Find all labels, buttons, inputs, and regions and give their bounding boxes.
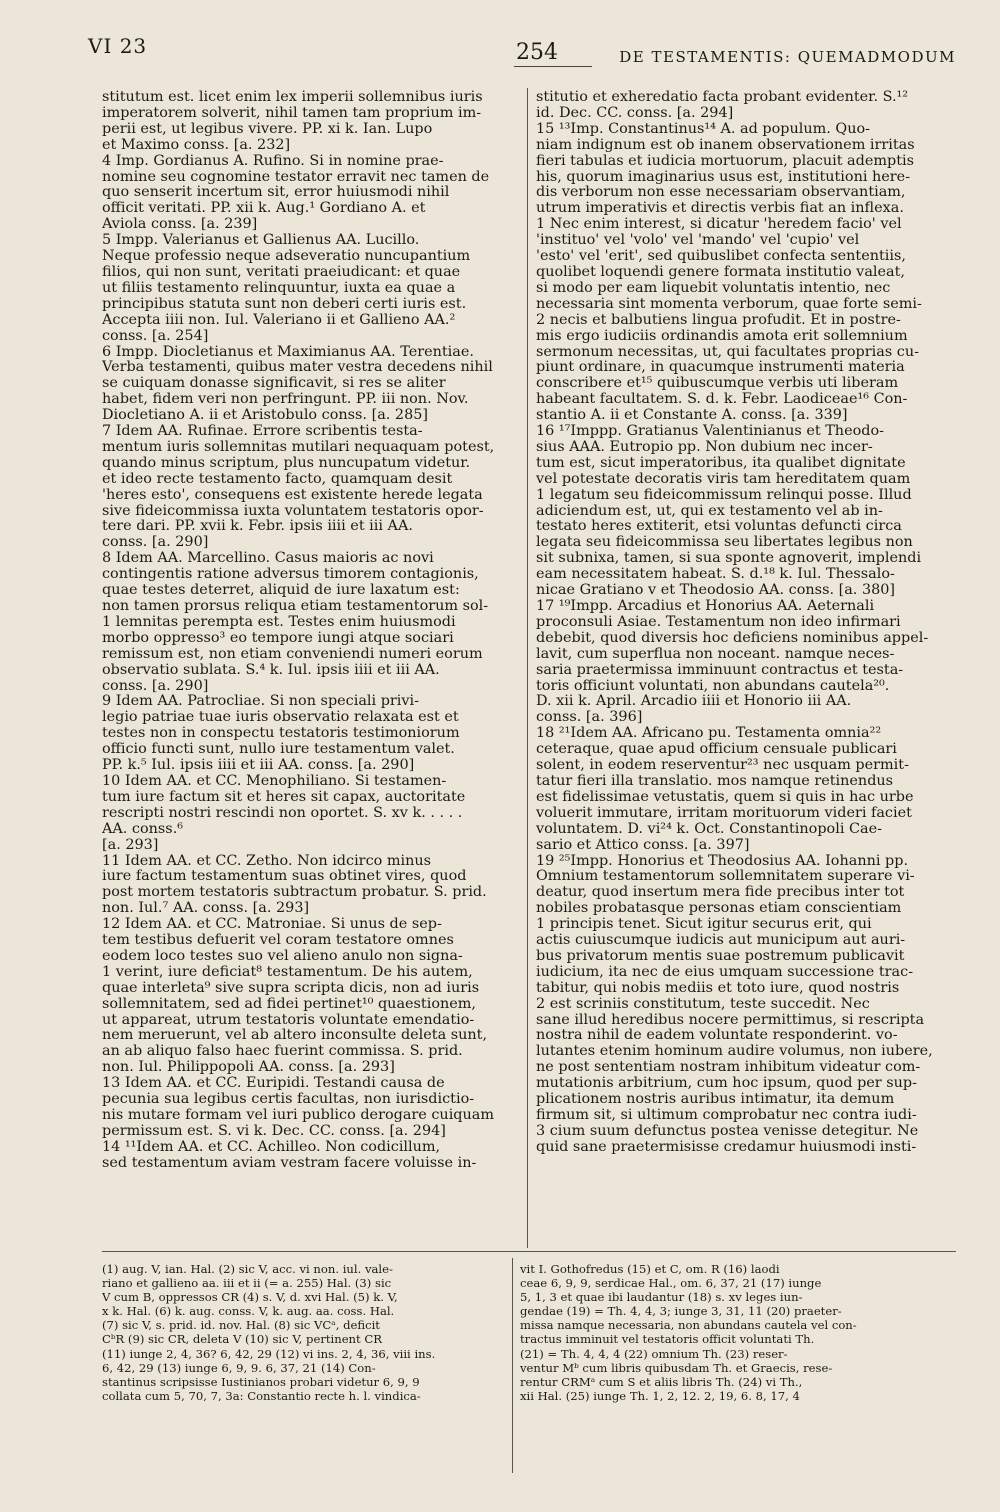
text-line: mentum iuris sollemnitas mutilari nequaquam potest, <box>102 439 495 455</box>
text-line: 16 ¹⁷Imppp. Gratianus Valentinianus et Theodo- <box>536 424 884 440</box>
text-line: saria praetermissa imminuunt contractus et testa- <box>536 662 904 678</box>
running-header <box>80 34 956 66</box>
text-line: actis cuiuscumque iudicis aut municipum aut auri- <box>536 933 906 949</box>
footnote-line: 5, 1, 3 et quae ibi laudantur (18) s. xv leges iun- <box>520 1290 803 1305</box>
text-line: toris officiunt voluntati, non abundans cautela²⁰. <box>536 678 890 694</box>
text-line: pecunia sua legibus certis facultas, non iurisdictio- <box>102 1092 475 1108</box>
text-line: 6 Impp. Diocletianus et Maximianus AA. Terentiae. <box>102 344 474 360</box>
footnotes-right <box>520 1262 956 1403</box>
text-line: sario et Attico conss. [a. 397] <box>536 837 750 853</box>
column-divider <box>527 88 528 1248</box>
text-line: si modo per eam liquebit voluntatis intentio, nec <box>536 280 891 296</box>
text-line: Omnium testamentorum sollemnitatem superare vi- <box>536 869 915 885</box>
text-line: 3 cium suum defunctus postea venisse detegitur. Ne <box>536 1123 919 1139</box>
text-line: 14 ¹¹Idem AA. et CC. Achilleo. Non codicillum, <box>102 1139 441 1155</box>
text-line: non. Iul. Philippopoli AA. conss. [a. 293] <box>102 1060 395 1076</box>
text-line: eam necessitatem habeat. S. d.¹⁸ k. Iul. Thessalo- <box>536 567 895 583</box>
text-line: stantio A. ii et Constante A. conss. [a. 339] <box>536 408 848 424</box>
text-line: utrum imperativis et directis verbis fiat an inflexa. <box>536 201 904 217</box>
left-text-column <box>102 90 518 1172</box>
text-line: 7 Idem AA. Rufinae. Errore scribentis testa- <box>102 424 423 440</box>
text-line: sermonum necessitas, ut, qui facultates proprias cu- <box>536 344 919 360</box>
text-line: 1 legatum seu fideicommissum relinqui posse. Illud <box>536 487 912 503</box>
text-line: perii est, ut legibus vivere. PP. xi k. Ian. Lupo <box>102 121 433 137</box>
text-line: iudicium, ita nec de eius umquam successione trac- <box>536 964 914 980</box>
text-line: ut appareat, utrum testatoris voluntate emendatio- <box>102 1012 475 1028</box>
text-line: post mortem testatoris subtractum probatur. S. prid. <box>102 885 487 901</box>
text-line: sive fideicommissa iuxta voluntatem testatoris opor- <box>102 503 484 519</box>
text-line: solent, in eodem reserventur²³ nec usquam permit- <box>536 758 909 774</box>
text-line: tem testibus defuerit vel coram testatore omnes <box>102 933 454 949</box>
text-line: niam indignum est ob inanem observationem irritas <box>536 137 915 153</box>
text-line: fieri tabulas et iudicia mortuorum, placuit ademptis <box>536 153 914 169</box>
text-line: 2 est scriniis constitutum, teste succedit. Nec <box>536 996 870 1012</box>
text-line: nicae Gratiano v et Theodosio AA. conss. [a. 380] <box>536 583 896 599</box>
text-line: eodem loco testes suo vel alieno anulo non signa- <box>102 948 463 964</box>
text-line: lutantes etenim hominum audire volumus, non iubere, <box>536 1044 933 1060</box>
text-line: bus privatorum mentis suae postremum publicavit <box>536 948 905 964</box>
text-line: 1 verint, iure deficiat⁸ testamentum. De his autem, <box>102 964 473 980</box>
text-line: adiciendum est, ut, qui ex testamento vel ab in- <box>536 503 883 519</box>
text-line: conss. [a. 290] <box>102 535 209 551</box>
text-line: dis verborum non esse necessariam observantiam, <box>536 185 906 201</box>
text-line: 18 ²¹Idem AA. Africano pu. Testamenta omnia²² <box>536 726 882 742</box>
footnote-line: missa namque necessaria, non abundans cautela vel con- <box>520 1318 857 1333</box>
text-line: tatur fieri illa translatio. mos namque retinendus <box>536 773 894 789</box>
footnote-line: gendae (19) = Th. 4, 4, 3; iunge 3, 31, 11 (20) praeter- <box>520 1304 842 1319</box>
footnote-line: xii Hal. (25) iunge Th. 1, 2, 12. 2, 19, 6. 8, 17, 4 <box>520 1388 800 1403</box>
text-line: tabitur, qui nobis mediis et toto iure, quod nostris <box>536 980 900 996</box>
footnote-line: collata cum 5, 70, 7, 3a: Constantio recte h. l. vindica- <box>102 1388 421 1403</box>
footnote-rule <box>102 1251 956 1252</box>
text-line: 15 ¹³Imp. Constantinus¹⁴ A. ad populum. Quo- <box>536 121 871 137</box>
text-line: iure factum testamentum suas obtinet vires, quod <box>102 869 467 885</box>
text-line: non tamen prorsus reliqua etiam testamentorum sol- <box>102 599 489 614</box>
right-text-column <box>536 90 956 1156</box>
page-number: 254 <box>516 40 558 65</box>
footnote-line: 6, 42, 29 (13) iunge 6, 9, 9. 6, 37, 21 (14) Con- <box>102 1360 376 1375</box>
text-line: morbo oppresso³ eo tempore iungi atque sociari <box>102 630 454 646</box>
text-line: principibus statuta sunt non deberi certi iuris est. <box>102 296 467 312</box>
text-line: quae testes deterret, aliquid de iure laxatum est: <box>102 583 460 599</box>
text-line: se cuiquam donasse significavit, si res se aliter <box>102 376 446 392</box>
page-number-rule <box>514 66 592 67</box>
text-line: 'instituo' vel 'volo' vel 'mando' vel 'cupio' vel <box>536 233 860 249</box>
text-line: contingentis ratione adversus timorem contagionis, <box>102 567 479 583</box>
footnote-line: vit I. Gothofredus (15) et C, om. R (16) laodi <box>520 1262 780 1276</box>
text-line: firmum sit, si ultimum comprobatur nec contra iudi- <box>536 1108 917 1123</box>
text-line: tum iure factum sit et heres sit capax, auctoritate <box>102 789 466 805</box>
text-line: nis mutare formam vel iuri publico derogare cuiquam <box>102 1108 495 1123</box>
text-line: Neque professio neque adseveratio nuncupantium <box>102 249 471 265</box>
text-line: Diocletiano A. ii et Aristobulo conss. [a. 285] <box>102 408 429 424</box>
text-line: quid sane praetermisisse credamur huiusmodi insti- <box>536 1139 917 1155</box>
footnote-line: riano et gallieno aa. iii et ii (= a. 255) Hal. (3) sic <box>102 1276 392 1291</box>
text-line: tum est, sicut imperatoribus, ita qualibet dignitate <box>536 455 906 471</box>
text-line: nem meruerunt, vel ab altero inconsulte deleta sunt, <box>102 1028 488 1044</box>
text-line: proconsuli Asiae. Testamentum non ideo infirmari <box>536 614 901 630</box>
text-line: imperatorem solverit, nihil tamen tam proprium im- <box>102 105 482 121</box>
text-line: 2 necis et balbutiens lingua profudit. Et in postre- <box>536 312 901 328</box>
text-line: 4 Imp. Gordianus A. Rufino. Si in nomine prae- <box>102 153 444 169</box>
text-line: rescripti nostri rescindi non oportet. S. xv k. . . . . <box>102 805 463 821</box>
text-line: stitutum est. licet enim lex imperii sollemnibus iuris <box>102 90 483 105</box>
text-line: officio functi sunt, nullo iure testamentum valet. <box>102 742 455 758</box>
text-line: testes non in conspectu testatoris testimoniorum <box>102 726 460 742</box>
text-line: 8 Idem AA. Marcellino. Casus maioris ac novi <box>102 551 434 567</box>
text-line: legata seu fideicommissa seu libertates legibus non <box>536 535 913 551</box>
text-line: est fidelissimae vetustatis, quem si quis in hac urbe <box>536 789 914 805</box>
text-line: ceteraque, quae apud officium censuale publicari <box>536 742 897 758</box>
text-line: id. Dec. CC. conss. [a. 294] <box>536 105 734 121</box>
text-line: sius AAA. Eutropio pp. Non dubium nec incer- <box>536 439 873 455</box>
text-line: 12 Idem AA. et CC. Matroniae. Si unus de sep- <box>102 917 442 933</box>
footnote-line: ventur Mᵇ cum libris quibusdam Th. et Graecis, rese- <box>520 1360 833 1375</box>
text-line: 17 ¹⁹Impp. Arcadius et Honorius AA. Aeternali <box>536 599 875 614</box>
text-line: 13 Idem AA. et CC. Euripidi. Testandi causa de <box>102 1076 445 1092</box>
text-line: tere dari. PP. xvii k. Febr. ipsis iiii et iii AA. <box>102 519 413 535</box>
text-line: necessaria sint momenta verborum, quae forte semi- <box>536 296 922 312</box>
text-line: sane illud heredibus nocere permittimus, si rescripta <box>536 1012 925 1028</box>
text-line: Aviola conss. [a. 239] <box>102 217 258 233</box>
text-line: voluerit immutare, irritam morituorum videri faciet <box>536 805 912 821</box>
text-line: quo senserit incertum sit, error huiusmodi nihil <box>102 185 450 201</box>
text-line: debebit, quod diversis hoc deficiens nominibus appel- <box>536 630 929 646</box>
text-line: permissum est. S. vi k. Dec. CC. conss. [a. 294] <box>102 1123 446 1139</box>
text-line: mis ergo iudiciis ordinandis amota erit sollemnium <box>536 328 908 344</box>
footnotes-left <box>102 1262 506 1403</box>
text-line: plicationem nostris auribus intimatur, ita demum <box>536 1092 895 1108</box>
footnote-line: stantinus scripsisse Iustinianos probari videtur 6, 9, 9 <box>102 1374 420 1389</box>
text-line: piunt ordinare, in quacumque instrumenti materia <box>536 360 905 376</box>
text-line: voluntatem. D. vi²⁴ k. Oct. Constantinopoli Cae- <box>536 821 882 837</box>
footnote-column-divider <box>512 1258 513 1473</box>
text-line: D. xii k. April. Arcadio iiii et Honorio iii AA. <box>536 694 852 710</box>
text-line: 1 Nec enim interest, si dicatur 'heredem facio' vel <box>536 217 902 233</box>
text-line: habeant facultatem. S. d. k. Febr. Laodiceae¹⁶ Con- <box>536 392 908 408</box>
footnote-line: (7) sic V, s. prid. id. nov. Hal. (8) sic VCᵃ, deficit <box>102 1318 380 1333</box>
text-line: 'esto' vel 'erit', sed quibuslibet confecta sententiis, <box>536 249 906 265</box>
footnote-line: x k. Hal. (6) k. aug. conss. V, k. aug. aa. coss. Hal. <box>102 1304 395 1319</box>
text-line: ne post sententiam nostram inhibitum videatur com- <box>536 1060 921 1076</box>
text-line: deatur, quod insertum mera fide precibus inter tot <box>536 885 905 901</box>
running-title: DE TESTAMENTIS: QUEMADMODUM <box>619 48 956 66</box>
footnote-line: (21) = Th. 4, 4, 4 (22) omnium Th. (23) reser- <box>520 1346 788 1361</box>
text-line: observatio sublata. S.⁴ k. Iul. ipsis iiii et iii AA. <box>102 662 440 678</box>
text-line: stitutio et exheredatio facta probant evidenter. S.¹² <box>536 90 909 105</box>
text-line: 9 Idem AA. Patrocliae. Si non speciali privi- <box>102 694 419 710</box>
text-line: habet, fidem veri non perfringunt. PP. iii non. Nov. <box>102 392 469 408</box>
text-line: nobiles probatasque personas etiam conscientiam <box>536 901 902 917</box>
footnote-line: (11) iunge 2, 4, 36? 6, 42, 29 (12) vi ins. 2, 4, 36, viii ins. <box>102 1346 436 1361</box>
text-line: 11 Idem AA. et CC. Zetho. Non idcirco minus <box>102 853 432 869</box>
text-line: Accepta iiii non. Iul. Valeriano ii et Gallieno AA.² <box>102 312 456 328</box>
footnote-line: ceae 6, 9, 9, serdicae Hal., om. 6, 37, 21 (17) iunge <box>520 1276 822 1291</box>
text-line: sed testamentum aviam vestram facere voluisse in- <box>102 1155 477 1171</box>
text-line: conss. [a. 396] <box>536 710 643 726</box>
footnote-line: CᵇR (9) sic CR, deleta V (10) sic V, pertinent CR <box>102 1332 382 1347</box>
text-line: his, quorum imaginarius usus est, institutioni here- <box>536 169 911 185</box>
text-line: officit veritati. PP. xii k. Aug.¹ Gordiano A. et <box>102 201 426 217</box>
text-line: 5 Impp. Valerianus et Gallienus AA. Lucillo. <box>102 233 420 249</box>
text-line: non. Iul.⁷ AA. conss. [a. 293] <box>102 901 310 917</box>
text-line: 'heres esto', consequens est existente herede legata <box>102 487 483 503</box>
text-line: Verba testamenti, quibus mater vestra decedens nihil <box>102 360 493 376</box>
text-line: conss. [a. 254] <box>102 328 209 344</box>
footnote-line: tractus imminuit vel testatoris officit voluntati Th. <box>520 1332 815 1347</box>
text-line: vel potestate decoratis viris tam hereditatem quam <box>536 471 911 487</box>
text-line: ut filiis testamento relinquuntur, iuxta ea quae a <box>102 280 456 296</box>
text-line: [a. 293] <box>102 837 159 853</box>
text-line: 10 Idem AA. et CC. Menophiliano. Si testamen- <box>102 773 447 789</box>
section-reference: VI 23 <box>88 34 148 58</box>
footnote-line: (1) aug. V, ian. Hal. (2) sic V, acc. vi non. iul. vale- <box>102 1262 393 1276</box>
text-line: sollemnitatem, sed ad fidei pertinet¹⁰ quaestionem, <box>102 996 476 1012</box>
text-line: 1 lemnitas perempta est. Testes enim huiusmodi <box>102 614 456 630</box>
text-line: remissum est, non etiam conveniendi numeri eorum <box>102 646 483 662</box>
text-line: mutationis arbitrium, cum hoc ipsum, quod per sup- <box>536 1076 917 1092</box>
text-line: 19 ²⁵Impp. Honorius et Theodosius AA. Iohanni pp. <box>536 853 909 869</box>
text-line: nostra nihil de eadem voluntate responderint. vo- <box>536 1028 898 1044</box>
text-line: PP. k.⁵ Iul. ipsis iiii et iii AA. conss. [a. 290] <box>102 758 415 774</box>
footnote-line: V cum B, oppressos CR (4) s. V, d. xvi Hal. (5) k. V, <box>102 1290 398 1305</box>
text-line: quae interleta⁹ sive supra scripta dicis, non ad iuris <box>102 980 480 996</box>
text-line: et ideo recte testamento facto, quamquam desit <box>102 471 453 487</box>
text-line: et Maximo conss. [a. 232] <box>102 137 291 153</box>
text-line: quando minus scriptum, plus nuncupatum videtur. <box>102 455 471 471</box>
text-line: conscribere et¹⁵ quibuscumque verbis uti liberam <box>536 376 899 392</box>
text-line: conss. [a. 290] <box>102 678 209 694</box>
text-line: AA. conss.⁶ <box>102 821 184 837</box>
text-line: an ab aliquo falso haec fuerint commissa. S. prid. <box>102 1044 463 1060</box>
text-line: lavit, cum superflua non noceant. namque neces- <box>536 646 895 662</box>
footnote-line: rentur CRMᵃ cum S et aliis libris Th. (24) vi Th., <box>520 1374 803 1389</box>
text-line: quolibet loquendi genere formata institutio valeat, <box>536 264 905 280</box>
text-line: sit subnixa, tamen, si sua sponte agnoverit, implendi <box>536 551 922 567</box>
text-line: legio patriae tuae iuris observatio relaxata est et <box>102 710 459 726</box>
text-line: testato heres extiterit, etsi voluntas defuncti circa <box>536 519 902 535</box>
text-line: 1 principis tenet. Sicut igitur securus erit, qui <box>536 917 872 933</box>
text-line: filios, qui non sunt, veritati praeiudicant: et quae <box>102 264 461 280</box>
text-line: nomine seu cognomine testator erravit nec tamen de <box>102 169 490 185</box>
